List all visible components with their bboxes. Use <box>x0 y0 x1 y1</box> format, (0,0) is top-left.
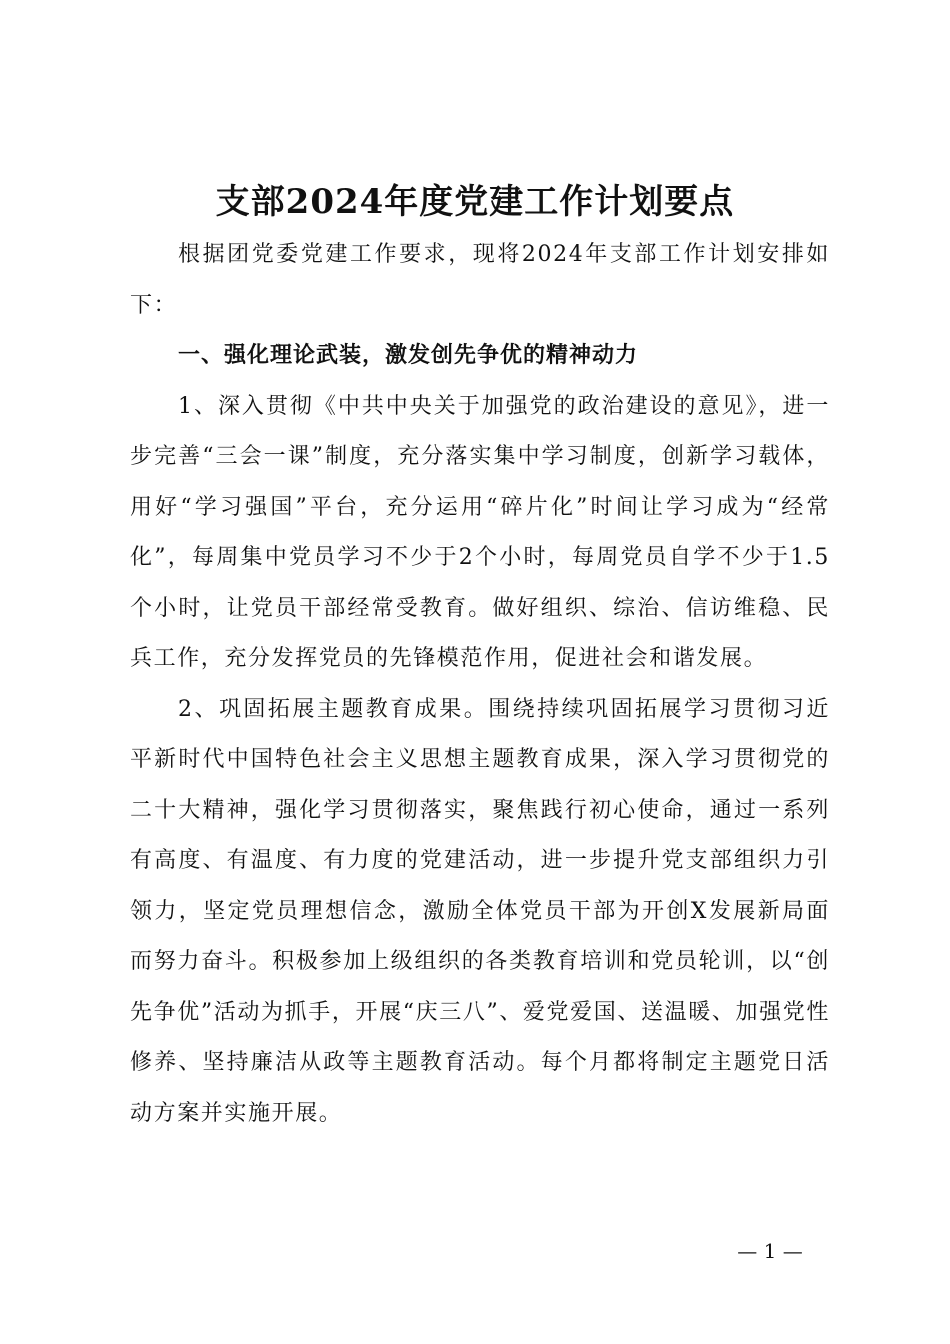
document-title: 支部2024年度党建工作计划要点 <box>215 182 735 222</box>
section-heading: 一、强化理论武装，激发创先争优的精神动力 <box>178 343 639 368</box>
document-body <box>130 230 830 1139</box>
intro-paragraph: 根据团党委党建工作要求，现将2024年支部工作计划安排如下： <box>130 242 830 318</box>
page-number: — 1 — <box>737 1239 803 1263</box>
paragraph-2: 2、巩固拓展主题教育成果。围绕持续巩固拓展学习贯彻习近平新时代中国特色社会主义思想主题教育成果，深入学习贯彻党的二十大精神，强化学习贯彻落实，聚焦践行初心使命，通过一系列有高度、有温度、有力度的党建活动，进一步提升党支部组织力引领力，坚定党员理想信念，激励全体党员干部为开创X发展新局面而努力奋斗。积极参加上级组织的各类教育培训和党员轮训，以“创先争优”活动为抓手，开展“庆三八”、爱党爱国、送温暖、加强党性修养、坚持廉洁从政等主题教育活动。每个月都将制定主题党日活动方案并实施开展。 <box>130 696 830 1126</box>
paragraph-1: 1、深入贯彻《中共中央关于加强党的政治建设的意见》，进一步完善“三会一课”制度，充分落实集中学习制度，创新学习载体，用好“学习强国”平台，充分运用“碎片化”时间让学习成为“经常化”，每周集中党员学习不少于2个小时，每周党员自学不少于1.5个小时，让党员干部经常受教育。做好组织、综治、信访维稳、民兵工作，充分发挥党员的先锋模范作用，促进社会和谐发展。 <box>130 393 830 671</box>
